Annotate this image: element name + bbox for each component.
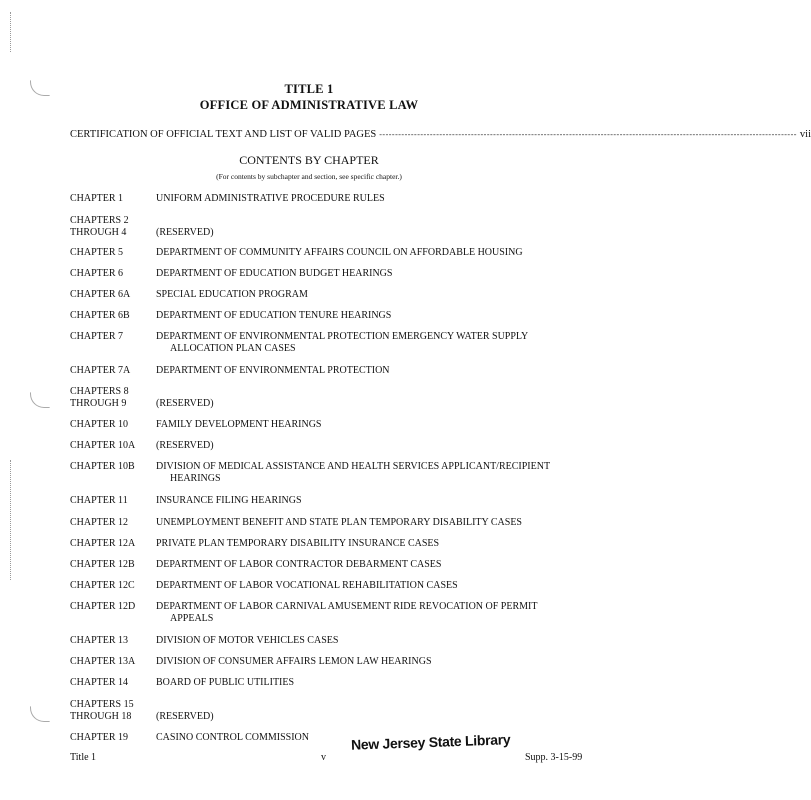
chapter-label: CHAPTER 12A (70, 538, 136, 549)
chapter-label: CHAPTER 7A (70, 365, 131, 376)
title-name: OFFICE OF ADMINISTRATIVE LAW (199, 98, 419, 112)
footer-page-number: v (321, 752, 326, 763)
binder-hole-mark (30, 392, 50, 408)
certification-line (70, 129, 811, 145)
chapter-title: DEPARTMENT OF EDUCATION TENURE HEARINGS (156, 310, 392, 321)
chapter-label: CHAPTER 12 (70, 517, 129, 528)
chapter-title: DEPARTMENT OF EDUCATION BUDGET HEARINGS (156, 268, 393, 279)
contents-note: (For contents by subchapter and section, see specific chapter.) (216, 172, 402, 181)
binder-hole-mark (30, 706, 50, 722)
chapter-label: CHAPTER 6B (70, 310, 130, 321)
chapter-title: DEPARTMENT OF ENVIRONMENTAL PROTECTION (156, 365, 390, 376)
chapter-label-range: THROUGH 4 (70, 227, 127, 238)
dot-leader: ------------------------------------------------------------------------------------------------------------------------------------ (379, 130, 797, 139)
certification-page: vii (799, 129, 811, 140)
chapter-title: BOARD OF PUBLIC UTILITIES (156, 677, 295, 688)
chapter-title: FAMILY DEVELOPMENT HEARINGS (156, 419, 322, 430)
chapter-title: (RESERVED) (156, 227, 214, 238)
chapter-title: CASINO CONTROL COMMISSION (156, 732, 309, 743)
chapter-label: CHAPTER 13 (70, 635, 129, 646)
chapter-label: CHAPTER 12D (70, 601, 136, 612)
chapter-title: DEPARTMENT OF COMMUNITY AFFAIRS COUNCIL ON AFFORDABLE HOUSING (156, 247, 523, 258)
chapter-label: CHAPTERS 15 (70, 699, 134, 710)
chapter-label: CHAPTERS 2 (70, 215, 129, 226)
chapter-title: DEPARTMENT OF LABOR VOCATIONAL REHABILITATION CASES (156, 580, 458, 591)
chapter-label: CHAPTER 10 (70, 419, 129, 430)
chapter-title: (RESERVED) (156, 398, 214, 409)
chapter-label: CHAPTER 11 (70, 495, 128, 506)
scan-margin-mark (10, 12, 11, 52)
chapter-label: CHAPTER 1 (70, 193, 124, 204)
chapter-title: DIVISION OF CONSUMER AFFAIRS LEMON LAW HEARINGS (156, 656, 432, 667)
chapter-label: CHAPTER 10B (70, 461, 135, 472)
library-stamp: New Jersey State Library (350, 731, 511, 753)
chapter-title: UNEMPLOYMENT BENEFIT AND STATE PLAN TEMPORARY DISABILITY CASES (156, 517, 522, 528)
chapter-title: DIVISION OF MEDICAL ASSISTANCE AND HEALTH SERVICES APPLICANT/RECIPIENT (156, 461, 551, 472)
chapter-label: CHAPTER 7 (70, 331, 124, 342)
chapter-title: (RESERVED) (156, 711, 214, 722)
chapter-label-range: THROUGH 18 (70, 711, 132, 722)
certification-text: CERTIFICATION OF OFFICIAL TEXT AND LIST OF VALID PAGES (70, 129, 377, 140)
chapter-label: CHAPTER 14 (70, 677, 129, 688)
chapter-title: PRIVATE PLAN TEMPORARY DISABILITY INSURANCE CASES (156, 538, 440, 549)
chapter-title: DEPARTMENT OF ENVIRONMENTAL PROTECTION EMERGENCY WATER SUPPLY (156, 331, 529, 342)
footer-title: Title 1 (70, 752, 97, 763)
chapter-label: CHAPTER 6A (70, 289, 131, 300)
contents-heading: CONTENTS BY CHAPTER (239, 153, 379, 167)
chapter-label: CHAPTER 12B (70, 559, 135, 570)
footer-supplement-date: Supp. 3-15-99 (525, 752, 583, 763)
chapter-title-continued: HEARINGS (170, 473, 221, 484)
title-number: TITLE 1 (284, 82, 334, 96)
chapter-label: CHAPTERS 8 (70, 386, 129, 397)
chapter-label: CHAPTER 13A (70, 656, 136, 667)
chapter-title: DEPARTMENT OF LABOR CARNIVAL AMUSEMENT RIDE REVOCATION OF PERMIT (156, 601, 538, 612)
chapter-label: CHAPTER 10A (70, 440, 136, 451)
chapter-label: CHAPTER 12C (70, 580, 135, 591)
chapter-label: CHAPTER 5 (70, 247, 124, 258)
chapter-label: CHAPTER 19 (70, 732, 129, 743)
chapter-title: INSURANCE FILING HEARINGS (156, 495, 302, 506)
chapter-title: UNIFORM ADMINISTRATIVE PROCEDURE RULES (156, 193, 385, 204)
chapter-title: DEPARTMENT OF LABOR CONTRACTOR DEBARMENT CASES (156, 559, 442, 570)
chapter-title: DIVISION OF MOTOR VEHICLES CASES (156, 635, 339, 646)
chapter-title-continued: ALLOCATION PLAN CASES (170, 343, 296, 354)
chapter-title-continued: APPEALS (170, 613, 214, 624)
scan-margin-mark (10, 460, 11, 580)
chapter-label: CHAPTER 6 (70, 268, 124, 279)
chapter-title: (RESERVED) (156, 440, 214, 451)
chapter-label-range: THROUGH 9 (70, 398, 127, 409)
chapter-title: SPECIAL EDUCATION PROGRAM (156, 289, 308, 300)
